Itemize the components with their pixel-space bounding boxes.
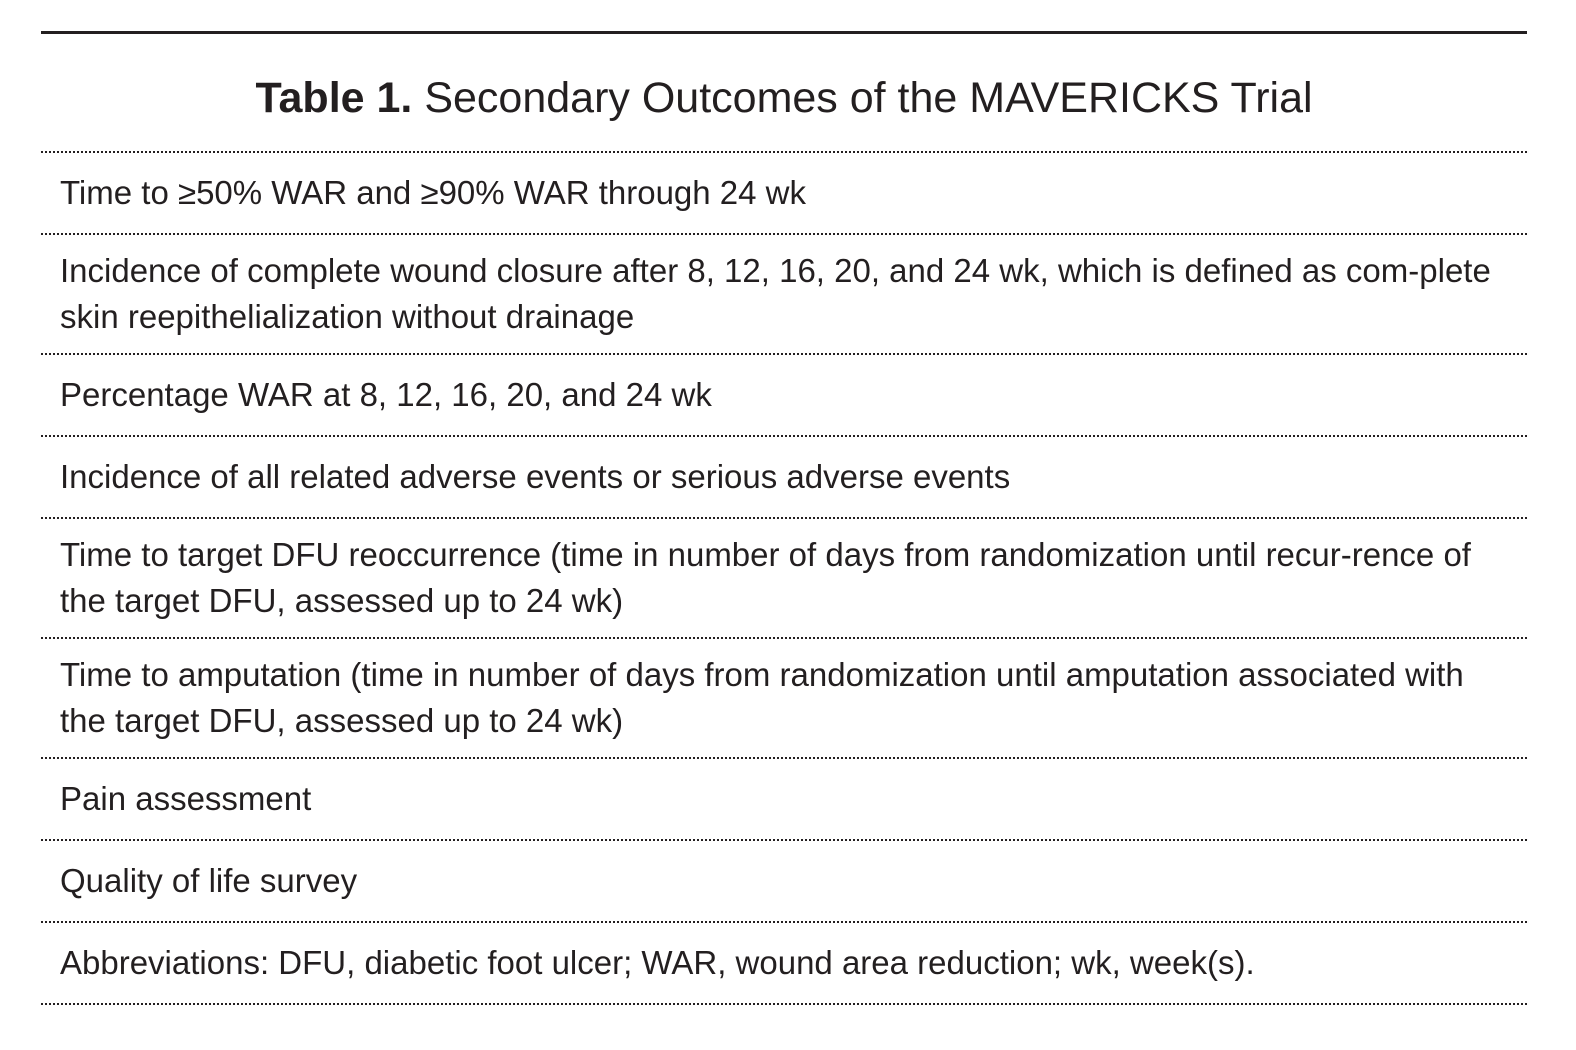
table-row [41, 153, 1527, 235]
table-row [41, 235, 1527, 355]
outcome-text: Incidence of all related adverse events or serious adverse events [60, 458, 1011, 495]
table-row [41, 437, 1527, 519]
table-title-text: Secondary Outcomes of the MAVERICKS Trial [424, 74, 1313, 122]
table-row [41, 759, 1527, 841]
outcome-text: Time to amputation (time in number of days from randomization until amputation associated with the target DFU, assessed up to 24 wk) [60, 656, 1464, 739]
table-label: Table 1. [255, 74, 413, 122]
table-row [41, 841, 1527, 923]
outcome-text: Time to target DFU reoccurrence (time in number of days from randomization until recur-rence of the target DFU, assessed up to 24 wk) [60, 536, 1471, 619]
secondary-outcomes-table [41, 31, 1527, 1005]
footnote-text: Abbreviations: DFU, diabetic foot ulcer; WAR, wound area reduction; wk, week(s). [60, 944, 1255, 981]
outcome-text: Pain assessment [60, 780, 312, 817]
table-footnote [41, 923, 1527, 1005]
table-row [41, 639, 1527, 759]
outcome-text: Time to ≥50% WAR and ≥90% WAR through 24 wk [60, 174, 807, 211]
table-row [41, 519, 1527, 639]
table-row [41, 355, 1527, 437]
outcome-text: Quality of life survey [60, 862, 358, 899]
outcome-text: Percentage WAR at 8, 12, 16, 20, and 24 wk [60, 376, 712, 413]
outcome-text: Incidence of complete wound closure after 8, 12, 16, 20, and 24 wk, which is defined as com-plete skin reepithelialization without drainage [60, 252, 1491, 335]
table-title [41, 34, 1527, 153]
